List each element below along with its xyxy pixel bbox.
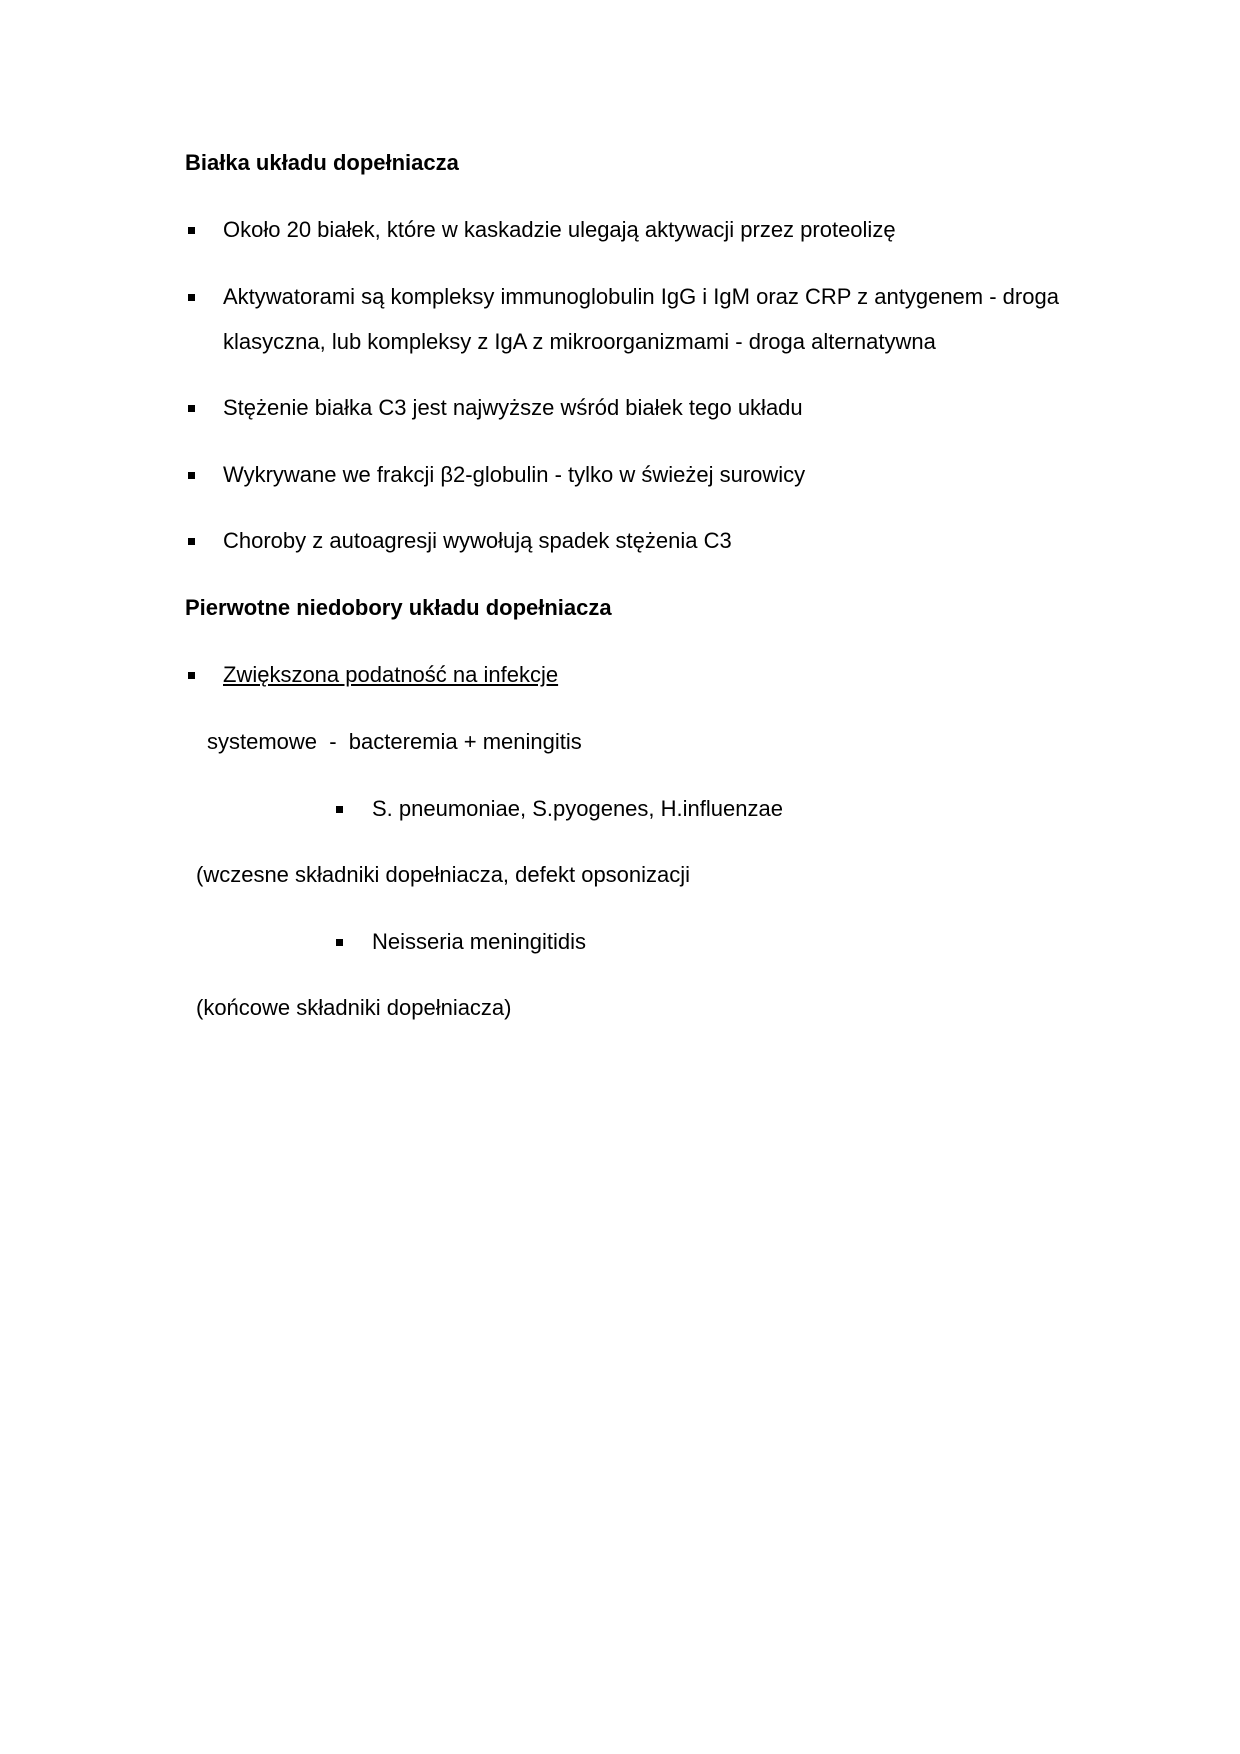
bullet-marker xyxy=(188,538,195,545)
note-early-components: (wczesne składniki dopełniacza, defekt opsonizacji xyxy=(196,862,691,887)
list-item: Choroby z autoagresji wywołują spadek stężenia C3 xyxy=(223,528,732,553)
list-item: Stężenie białka C3 jest najwyższe wśród białek tego układu xyxy=(223,395,803,420)
list-item-continuation: klasyczna, lub kompleksy z IgA z mikroorganizmami - droga alternatywna xyxy=(223,329,936,354)
list-item: Około 20 białek, które w kaskadzie ulegają aktywacji przez proteolizę xyxy=(223,217,896,242)
bullet-marker xyxy=(336,806,343,813)
list-item-underlined: Zwiększona podatność na infekcje xyxy=(223,662,559,687)
systemic-infections-line: systemowe - bacteremia + meningitis xyxy=(207,729,582,754)
sub-list-item: S. pneumoniae, S.pyogenes, H.influenzae xyxy=(372,796,783,821)
bullet-marker xyxy=(188,294,195,301)
section-heading-primary-deficiencies: Pierwotne niedobory układu dopełniacza xyxy=(185,595,612,620)
section-heading-complement-proteins: Białka układu dopełniacza xyxy=(185,150,459,175)
note-late-components: (końcowe składniki dopełniacza) xyxy=(196,995,512,1020)
list-item: Aktywatorami są kompleksy immunoglobulin IgG i IgM oraz CRP z antygenem - droga xyxy=(223,284,1059,309)
list-item: Wykrywane we frakcji β2-globulin - tylko w świeżej surowicy xyxy=(223,462,806,487)
bullet-marker xyxy=(336,939,343,946)
sub-list-item: Neisseria meningitidis xyxy=(372,929,586,954)
bullet-marker xyxy=(188,405,195,412)
bullet-marker xyxy=(188,472,195,479)
bullet-marker xyxy=(188,672,195,679)
bullet-marker xyxy=(188,227,195,234)
